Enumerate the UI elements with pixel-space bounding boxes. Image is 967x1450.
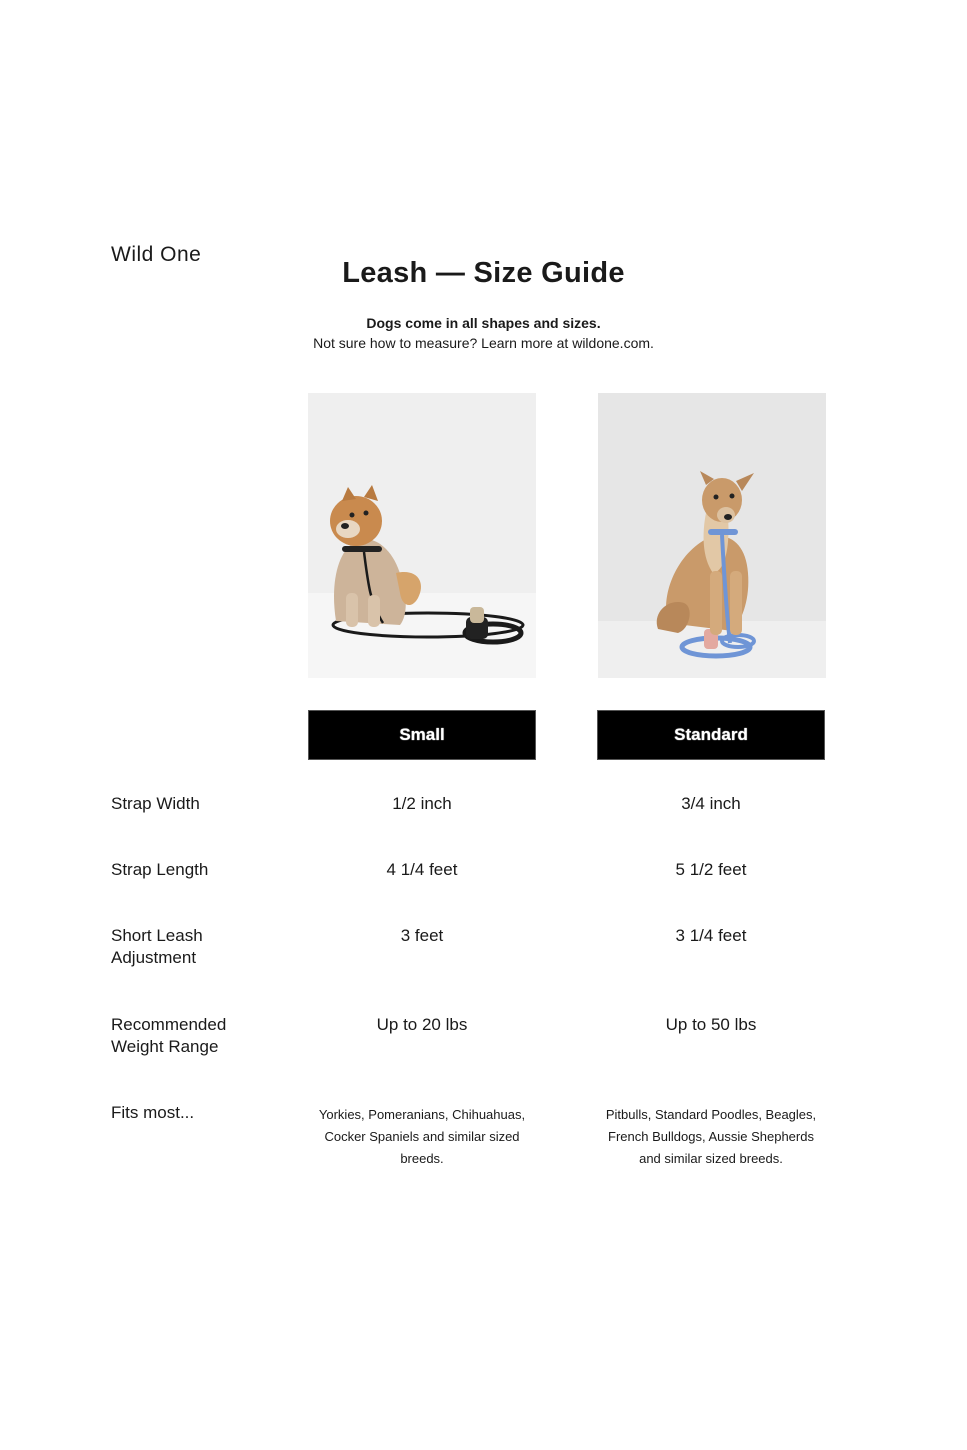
row-label: Strap Length <box>111 860 209 879</box>
standard-value: 3/4 inch <box>681 794 741 813</box>
small-value: Up to 20 lbs <box>376 1015 468 1034</box>
standard-dog-photo <box>598 393 826 678</box>
standard-value: 3 1/4 feet <box>675 926 747 945</box>
subtitle-line-2: Not sure how to measure? Learn more at wildone.com. <box>313 335 654 351</box>
row-label: Recommended Weight Range <box>111 1015 227 1056</box>
small-value: 1/2 inch <box>392 794 452 813</box>
page-title: Leash — Size Guide <box>342 257 625 289</box>
subtitle-line-1: Dogs come in all shapes and sizes. <box>366 315 601 331</box>
brand-logo-text: Wild One <box>111 243 202 266</box>
page-subtitle <box>0 313 967 353</box>
small-value: 4 1/4 feet <box>386 860 458 879</box>
standard-breeds-text: Pitbulls, Standard Poodles, Beagles, French Bulldogs, Aussie Shepherds and similar sized breeds. <box>605 1107 817 1166</box>
size-standard-button[interactable]: Standard <box>597 710 825 760</box>
size-small-button[interactable]: Small <box>308 710 536 760</box>
standard-value: 5 1/2 feet <box>675 860 747 879</box>
small-value: 3 feet <box>400 926 444 945</box>
row-label: Strap Width <box>111 794 200 813</box>
row-label: Fits most... <box>111 1103 195 1122</box>
standard-value: Up to 50 lbs <box>665 1015 757 1034</box>
row-label: Short Leash Adjustment <box>111 926 203 967</box>
small-breeds-text: Yorkies, Pomeranians, Chihuahuas, Cocker Spaniels and similar sized breeds. <box>318 1107 526 1166</box>
small-dog-photo <box>308 393 536 678</box>
